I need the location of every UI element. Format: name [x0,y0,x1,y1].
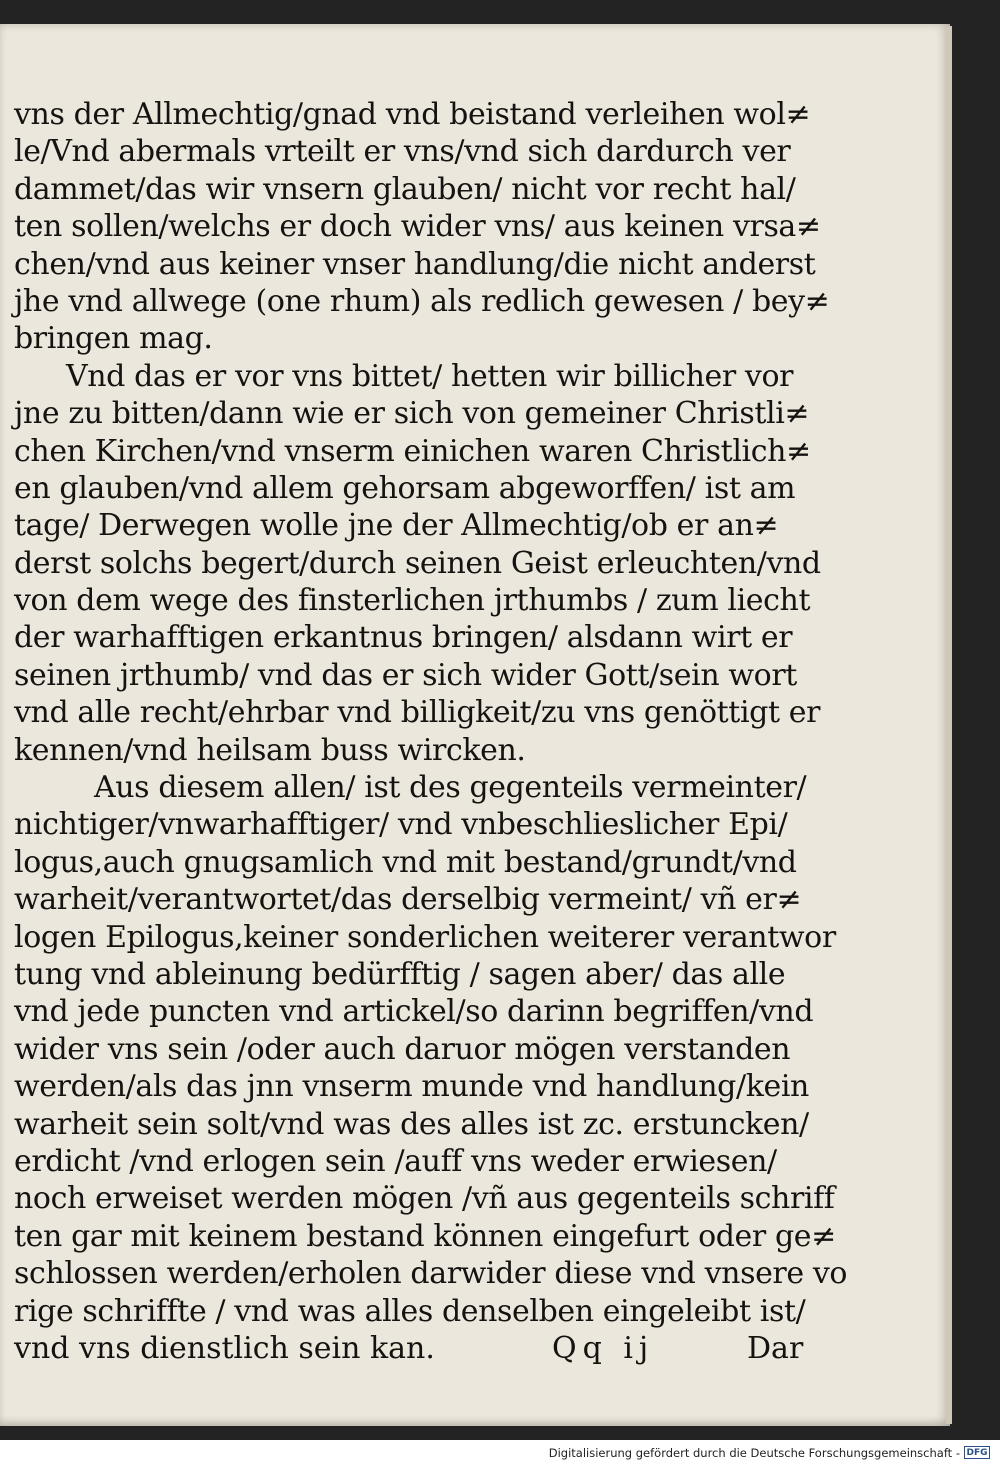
text-line: chen/vnd aus keiner vnser handlung/die nicht anderst [14,246,816,282]
text-line: dammet/das wir vnsern glauben/ nicht vor recht hal/ [14,171,796,207]
text-line: werden/als das jnn vnserm munde vnd handlung/kein [14,1069,809,1105]
text-line: der warhafftigen erkantnus bringen/ alsdann wirt er [14,620,793,656]
text-line: wider vns sein /oder auch daruor mögen verstanden [14,1031,791,1067]
text-line: erdicht /vnd erlogen sein /auff vns weder erwiesen/ [14,1143,777,1179]
text-line: en glauben/vnd allem gehorsam abgeworffen/ ist am [14,470,796,506]
text-line: rige schriffte / vnd was alles denselben eingeleibt ist/ [14,1293,806,1329]
text-line: chen Kirchen/vnd vnserm einichen waren Christlich≠ [14,433,811,469]
final-line-row [14,1330,824,1367]
footer-credit: Digitalisierung gefördert durch die Deutsche Forschungsgemeinschaft - [548,1446,960,1460]
text-line: vnd alle recht/ehrbar vnd billigkeit/zu vns genöttigt er [14,695,821,731]
text-line: von dem wege des finsterlichen jrthumbs / zum liecht [14,583,811,619]
text-line: derst solchs begert/durch seinen Geist erleuchten/vnd [14,545,821,581]
text-line: vnd jede puncten vnd artickel/so darinn begriffen/vnd [14,994,814,1030]
text-line: ten gar mit keinem bestand können eingefurt oder ge≠ [14,1218,836,1254]
page-edge [946,26,952,1424]
text-line: tung vnd ableinung bedürfftig / sagen aber/ das alle [14,956,786,992]
dfg-logo: DFG [964,1446,990,1459]
text-line: vnd vns dienstlich sein kan. [14,1330,435,1366]
text-line: kennen/vnd heilsam buss wircken. [14,732,526,768]
book-page [0,24,950,1426]
text-line: logen Epilogus,keiner sonderlichen weiterer verantwor [14,919,836,955]
text-line: seinen jrthumb/ vnd das er sich wider Gott/sein wort [14,657,797,693]
text-line: Vnd das er vor vns bittet/ hetten wir billicher vor [66,358,794,394]
text-line: warheit/verantwortet/das derselbig vermeint/ vñ er≠ [14,882,802,918]
text-line: logus,auch gnugsamlich vnd mit bestand/grundt/vnd [14,844,797,880]
text-line: jhe vnd allwege (one rhum) als redlich gewesen / bey≠ [14,283,830,319]
text-line: bringen mag. [14,321,213,357]
text-line: tage/ Derwegen wolle jne der Allmechtig/ob er an≠ [14,508,779,544]
body-text [14,96,848,1367]
text-line: jne zu bitten/dann wie er sich von gemeiner Christli≠ [14,396,810,432]
text-line: vns der Allmechtig/gnad vnd beistand verleihen wol≠ [14,97,811,132]
signature-mark: Qq ij [552,1330,655,1366]
text-line: warheit sein solt/vnd was des alles ist zc. erstuncken/ [14,1106,809,1142]
text-line: ten sollen/welchs er doch wider vns/ aus keinen vrsa≠ [14,209,821,245]
text-line: le/Vnd abermals vrteilt er vns/vnd sich dardurch ver [14,134,791,170]
text-line: schlossen werden/erholen darwider diese vnd vnsere vo [14,1256,848,1292]
catchword: Dar [747,1330,804,1366]
footer-bar [0,1440,1000,1465]
text-line: Aus diesem allen/ ist des gegenteils vermeinter/ [94,770,807,806]
text-line: nichtiger/vnwarhafftiger/ vnd vnbeschlieslicher Epi/ [14,807,788,843]
text-line: noch erweiset werden mögen /vñ aus gegenteils schriff [14,1181,835,1217]
